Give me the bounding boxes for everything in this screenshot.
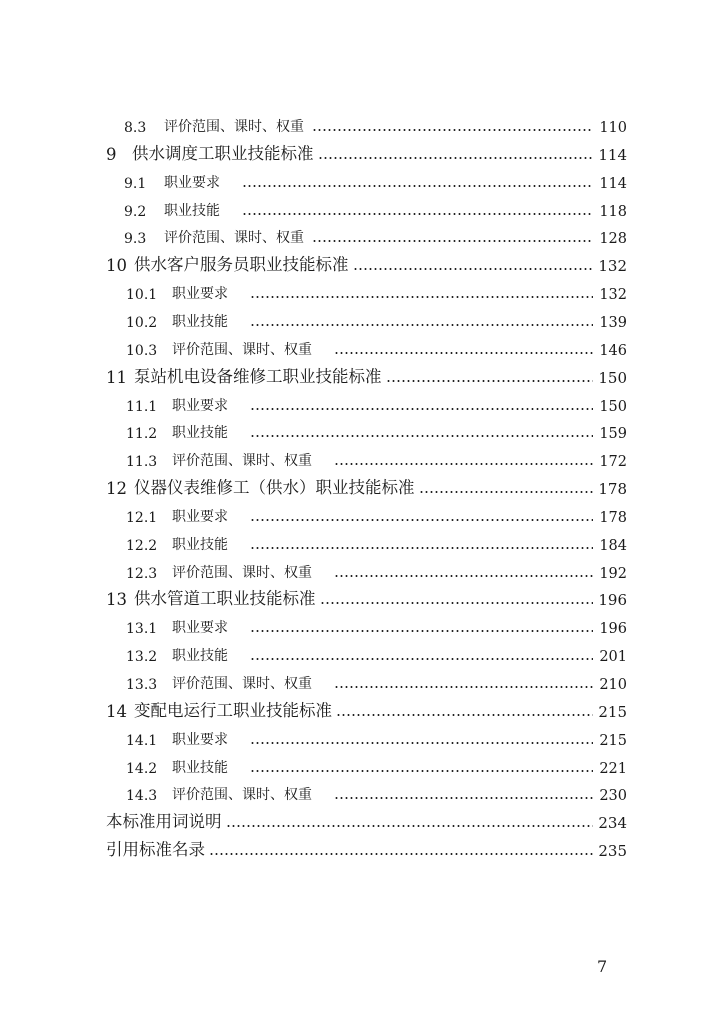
toc-entry-chapter[interactable] [106,697,627,721]
dot-leader [250,742,593,744]
toc-page-number: 114 [599,175,627,192]
toc-entry-chapter[interactable] [106,251,627,275]
toc-entry-section[interactable] [124,112,627,136]
toc-page-number: 184 [599,537,627,554]
toc-number: 10 [106,256,127,276]
toc-number: 14 [106,701,127,721]
toc-title: 供水管道工职业技能标准 [134,589,316,609]
toc-title: 评价范围、课时、权重 [164,230,304,247]
dot-leader [242,213,593,215]
dot-leader [250,324,593,326]
toc-title: 职业技能 [172,313,228,330]
toc-title: 评价范围、课时、权重 [172,453,312,470]
toc-entry-section[interactable] [126,641,627,665]
toc-title: 仪器仪表维修工（供水）职业技能标准 [134,478,415,498]
toc-number: 10.1 [126,287,158,304]
toc-page-number: 110 [599,120,627,136]
toc-title: 供水调度工职业技能标准 [132,143,314,163]
toc-title: 职业要求 [172,286,228,303]
toc-entry-chapter[interactable] [106,474,627,498]
toc-page-number: 230 [599,788,627,805]
toc-page-number: 178 [598,480,627,499]
toc-entry-section[interactable] [126,530,627,554]
toc-title: 评价范围、课时、权重 [172,676,312,692]
dot-leader [250,408,593,410]
toc-entry-chapter[interactable] [106,363,627,387]
dot-leader [334,352,593,354]
toc-number: 12 [106,479,127,499]
toc-entry-section[interactable] [126,307,627,331]
toc-number: 13.3 [126,677,158,693]
toc-page-number: 196 [598,591,627,610]
toc-entry-section[interactable] [126,725,627,749]
toc-page-number: 201 [599,649,627,666]
toc-number: 13 [106,590,127,610]
toc-title: 评价范围、课时、权重 [164,119,304,135]
toc-title: 职业要求 [172,731,228,748]
toc-title: 评价范围、课时、权重 [172,787,312,804]
toc-entry-chapter[interactable] [106,140,627,164]
dot-leader [318,157,594,159]
toc-number: 12.3 [126,565,158,582]
toc-title: 职业技能 [172,759,228,776]
toc-number: 11.1 [126,398,158,415]
page-number: 7 [597,957,608,976]
toc-number: 8.3 [124,120,147,136]
toc-title: 职业技能 [172,536,228,553]
toc-title: 评价范围、课时、权重 [172,564,312,581]
toc-number: 14.1 [126,732,158,749]
dot-leader [334,686,593,688]
toc-page-number: 118 [599,203,627,220]
toc-title: 职业要求 [172,397,228,414]
dot-leader [250,519,593,521]
dot-leader [250,770,593,772]
toc-entry-section[interactable] [124,168,627,192]
toc-page-number: 132 [599,287,627,304]
toc-entry-section[interactable] [126,418,627,442]
toc-number: 9.2 [124,203,147,220]
toc-page-number: 210 [599,677,627,693]
toc-entry-chapter[interactable] [106,808,627,832]
dot-leader [242,185,593,187]
toc-entry-section[interactable] [126,613,627,637]
toc-page-number: 235 [598,842,627,861]
toc-number: 12.1 [126,509,158,526]
dot-leader [250,296,593,298]
toc-number: 10.2 [126,314,158,331]
toc-title: 职业要求 [172,508,228,525]
toc-title: 评价范围、课时、权重 [172,341,312,358]
toc-title: 本标准用词说明 [106,812,222,832]
toc-entry-chapter[interactable] [106,585,627,609]
toc-entry-section[interactable] [126,558,627,582]
toc-entry-section[interactable] [126,391,627,415]
toc-page-number: 139 [599,314,627,331]
toc-number: 14.3 [126,788,158,805]
toc-page-number: 192 [599,565,627,582]
toc-number: 9.3 [124,231,147,248]
toc-number: 13.2 [126,649,158,666]
dot-leader [419,491,594,493]
dot-leader [334,463,593,465]
toc-title: 职业要求 [172,620,228,637]
toc-number: 9 [106,144,117,164]
toc-page-number: 221 [599,760,627,777]
toc-entry-chapter[interactable] [106,836,627,860]
dot-leader [320,602,594,604]
toc-title: 职业技能 [172,425,228,442]
toc-entry-section[interactable] [126,279,627,303]
toc-title: 变配电运行工职业技能标准 [134,700,332,720]
toc-page-number: 234 [598,814,627,833]
toc-entry-section[interactable] [124,196,627,220]
dot-leader [250,630,593,632]
dot-leader [334,797,593,799]
toc-entry-section[interactable] [126,753,627,777]
toc-entry-section[interactable] [126,446,627,470]
toc-title: 职业要求 [164,174,220,191]
toc-page-number: 114 [598,145,627,164]
toc-number: 11.2 [126,426,158,443]
dot-leader [334,575,593,577]
toc-title: 引用标准名录 [106,840,205,860]
toc-title: 供水客户服务员职业技能标准 [134,255,349,275]
toc-number: 11.3 [126,454,158,471]
toc-page-number: 178 [599,509,627,526]
dot-leader [209,853,593,855]
toc-entry-section[interactable] [126,669,627,693]
toc-entry-section[interactable] [126,502,627,526]
toc-number: 14.2 [126,760,158,777]
dot-leader [353,268,594,270]
toc-title: 职业技能 [164,202,220,219]
toc-title: 职业技能 [172,648,228,665]
toc-page-number: 150 [599,398,627,415]
dot-leader [312,240,593,242]
toc-title: 泵站机电设备维修工职业技能标准 [134,366,382,386]
toc-number: 11 [106,367,127,387]
toc-number: 12.2 [126,537,158,554]
toc-page-number: 128 [599,231,627,248]
dot-leader [336,714,593,716]
dot-leader [250,658,593,660]
toc-page-number: 215 [598,702,627,721]
toc-page-number: 146 [599,342,627,359]
dot-leader [312,129,593,131]
toc-page-number: 196 [599,621,627,638]
toc-page-number: 172 [599,454,627,471]
toc-page-number: 159 [599,426,627,443]
toc-page-number: 150 [598,368,627,387]
toc-number: 10.3 [126,342,158,359]
dot-leader [386,380,594,382]
toc-number: 13.1 [126,621,158,638]
toc-page-number: 132 [598,257,627,276]
toc-entry-section[interactable] [126,335,627,359]
dot-leader [250,547,593,549]
toc-number: 9.1 [124,175,147,192]
dot-leader [226,825,594,827]
dot-leader [250,435,593,437]
toc-entry-section[interactable] [124,223,627,247]
toc-page-number: 215 [599,732,627,749]
toc-entry-section[interactable] [126,780,627,804]
